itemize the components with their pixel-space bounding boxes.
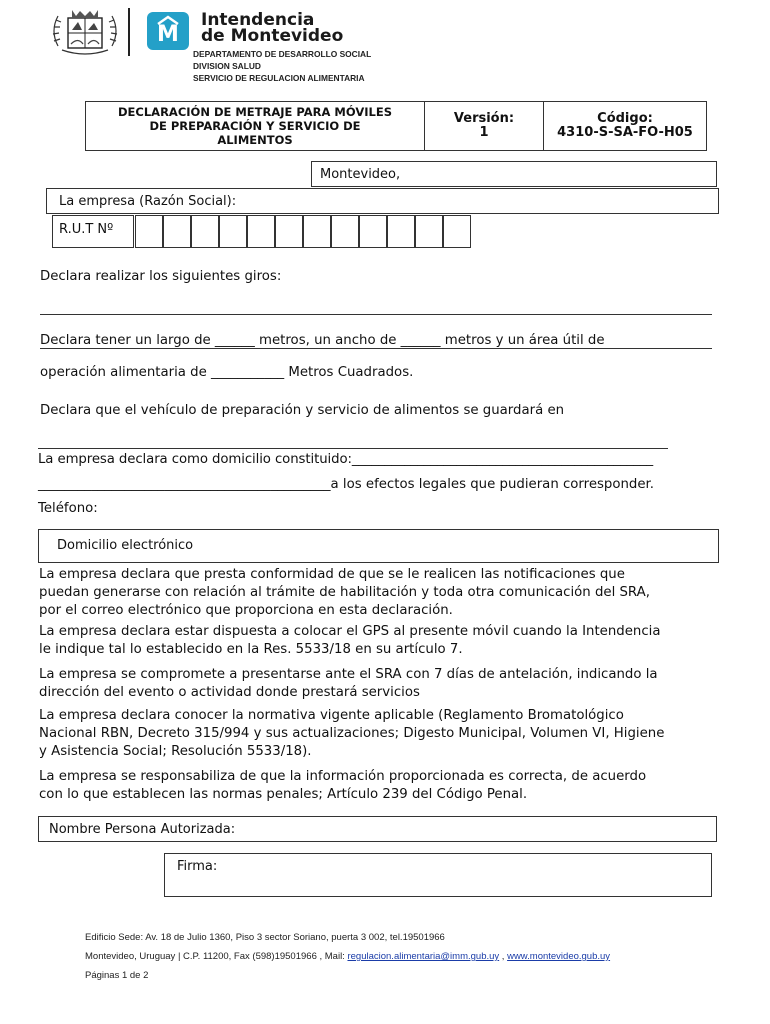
telefono-label[interactable]: Teléfono: bbox=[38, 501, 98, 516]
paragraph-gps bbox=[39, 623, 660, 659]
rut-digit-cell[interactable] bbox=[247, 215, 275, 248]
footer-contact bbox=[85, 951, 610, 963]
empresa-field[interactable]: La empresa (Razón Social): bbox=[46, 188, 719, 214]
dept-line3: SERVICIO DE REGULACION ALIMENTARIA bbox=[193, 73, 365, 83]
p4-line1: La empresa declara conocer la normativa vigente aplicable (Reglamento Bromatológico bbox=[39, 708, 624, 723]
title-line2: DE PREPARACIÓN Y SERVICIO DE bbox=[149, 119, 361, 133]
p2-line2: le indique tal lo establecido en la Res. 5533/18 en su artículo 7. bbox=[39, 642, 463, 657]
p3-line1: La empresa se compromete a presentarse ante el SRA con 7 días de antelación, indicando la bbox=[39, 667, 658, 682]
domicilio-line[interactable]: La empresa declara como domicilio constituido:______________________________________________ bbox=[38, 452, 654, 467]
dept-line1: DEPARTAMENTO DE DESARROLLO SOCIAL bbox=[193, 49, 372, 59]
p1-line2: puedan generarse con relación al trámite de habilitación y toda otra comunicación del SRA, bbox=[39, 585, 650, 600]
org-name-line2: de Montevideo bbox=[201, 26, 344, 46]
operacion-line[interactable]: operación alimentaria de ___________ Metros Cuadrados. bbox=[40, 365, 414, 380]
domicilio-electronico-field[interactable]: Domicilio electrónico bbox=[38, 529, 719, 563]
footer-sep: , bbox=[499, 951, 508, 962]
rut-digit-cell[interactable] bbox=[443, 215, 471, 248]
vehiculo-underline[interactable] bbox=[38, 448, 668, 449]
version-value: 1 bbox=[479, 125, 489, 140]
p5-line2: con lo que establecen las normas penales; Artículo 239 del Código Penal. bbox=[39, 787, 528, 802]
firma-field[interactable]: Firma: bbox=[164, 853, 712, 897]
vehiculo-line: Declara que el vehículo de preparación y servicio de alimentos se guardará en bbox=[40, 403, 565, 418]
logo-letter: M bbox=[157, 22, 179, 47]
paragraph-sra bbox=[39, 666, 658, 702]
rut-digit-cell[interactable] bbox=[219, 215, 247, 248]
rut-digit-cell[interactable] bbox=[387, 215, 415, 248]
giros-line[interactable] bbox=[40, 314, 712, 315]
paragraph-notificaciones bbox=[39, 566, 650, 620]
document-title bbox=[86, 102, 425, 150]
org-name bbox=[201, 12, 343, 44]
footer-address: Edificio Sede: Av. 18 de Julio 1360, Piso 3 sector Soriano, puerta 3 002, tel.19501966 bbox=[85, 932, 445, 943]
title-table bbox=[85, 101, 707, 151]
paragraph-responsabilidad bbox=[39, 768, 646, 804]
domicilio-cont[interactable]: ____________________________________________a los efectos legales que pudieran corresponder. bbox=[38, 477, 655, 492]
page-number: Páginas 1 de 2 bbox=[85, 970, 149, 981]
title-line1: DECLARACIÓN DE METRAJE PARA MÓVILES bbox=[118, 105, 392, 119]
largo-underline bbox=[40, 348, 712, 349]
title-line3: ALIMENTOS bbox=[217, 133, 293, 147]
rut-label: R.U.T Nº bbox=[52, 215, 134, 248]
paragraph-normativa bbox=[39, 707, 664, 761]
code-label: Código: bbox=[597, 111, 653, 126]
department-block bbox=[193, 48, 371, 84]
giros-label: Declara realizar los siguientes giros: bbox=[40, 269, 282, 284]
rut-digit-cell[interactable] bbox=[303, 215, 331, 248]
version-cell bbox=[425, 102, 544, 150]
rut-digit-cell[interactable] bbox=[359, 215, 387, 248]
rut-digit-cell[interactable] bbox=[191, 215, 219, 248]
p5-line1: La empresa se responsabiliza de que la información proporcionada es correcta, de acuerdo bbox=[39, 769, 647, 784]
email-link[interactable]: regulacion.alimentaria@imm.gub.uy bbox=[347, 951, 500, 962]
nombre-autorizada-field[interactable]: Nombre Persona Autorizada: bbox=[38, 816, 717, 842]
rut-digit-cell[interactable] bbox=[163, 215, 191, 248]
header-divider bbox=[128, 8, 130, 56]
code-cell bbox=[544, 102, 706, 150]
coat-of-arms-seal bbox=[48, 6, 122, 56]
code-value: 4310-S-SA-FO-H05 bbox=[557, 125, 693, 140]
rut-digit-cell[interactable] bbox=[275, 215, 303, 248]
intendencia-logo bbox=[147, 12, 189, 50]
p2-line1: La empresa declara estar dispuesta a colocar el GPS al presente móvil cuando la Intendencia bbox=[39, 624, 661, 639]
rut-digit-cell[interactable] bbox=[331, 215, 359, 248]
website-link[interactable]: www.montevideo.gub.uy bbox=[507, 951, 611, 962]
org-name-line1: Intendencia bbox=[201, 10, 315, 30]
p4-line2: Nacional RBN, Decreto 315/994 y sus actualizaciones; Digesto Municipal, Volumen VI, Higiene bbox=[39, 726, 665, 741]
largo-line[interactable]: Declara tener un largo de ______ metros, un ancho de ______ metros y un área útil de bbox=[40, 333, 605, 348]
p3-line2: dirección del evento o actividad donde prestará servicios bbox=[39, 685, 420, 700]
p1-line1: La empresa declara que presta conformidad de que se le realicen las notificaciones que bbox=[39, 567, 625, 582]
rut-digit-cell[interactable] bbox=[135, 215, 163, 248]
footer-contact-prefix: Montevideo, Uruguay | C.P. 11200, Fax (598)19501966 , Mail: bbox=[85, 951, 348, 962]
p4-line3: y Asistencia Social; Resolución 5533/18). bbox=[39, 744, 312, 759]
p1-line3: por el correo electrónico que proporciona en esta declaración. bbox=[39, 603, 453, 618]
montevideo-field[interactable]: Montevideo, bbox=[311, 161, 717, 187]
version-label: Versión: bbox=[453, 111, 515, 126]
rut-digit-cell[interactable] bbox=[415, 215, 443, 248]
dept-line2: DIVISION SALUD bbox=[193, 61, 261, 71]
